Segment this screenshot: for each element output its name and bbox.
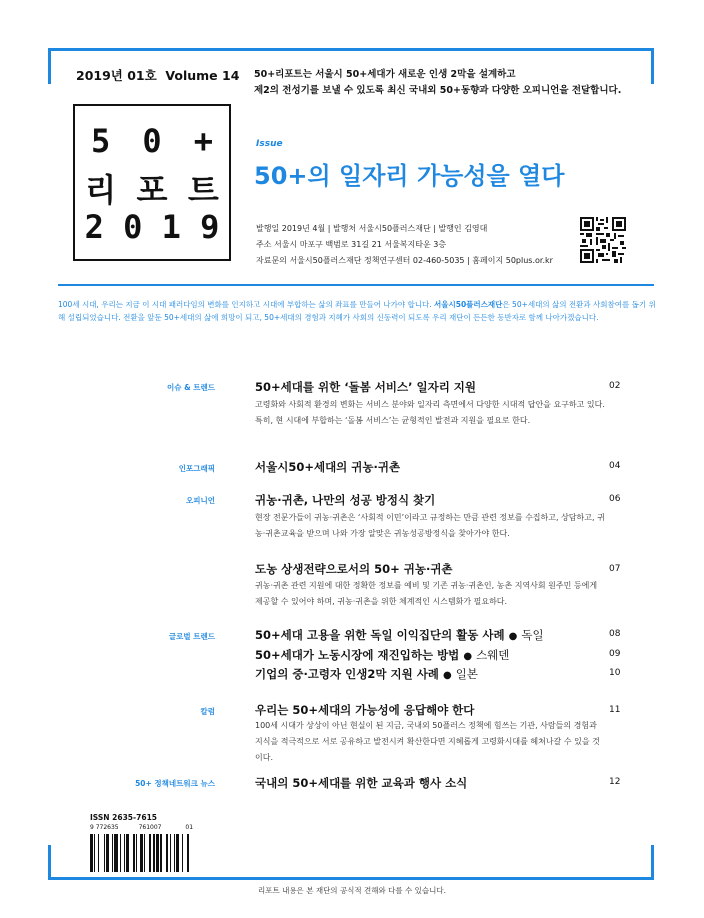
logo-char: 2 bbox=[84, 208, 104, 246]
toc-page-number: 12 bbox=[609, 777, 621, 787]
country-label: 일본 bbox=[455, 667, 478, 681]
barcode-bar bbox=[104, 834, 105, 872]
category-opinion: 오피니언 bbox=[186, 496, 215, 505]
frame-top-left-vertical bbox=[48, 48, 51, 84]
barcode-bar bbox=[136, 834, 137, 872]
toc-item-title[interactable] bbox=[255, 647, 509, 663]
bullet-icon: ● bbox=[508, 631, 518, 642]
barcode-bar bbox=[166, 834, 169, 872]
issue-title: 50+의 일자리 가능성을 열다 bbox=[254, 162, 565, 190]
header-description-line2: 제2의 전성기를 보낼 수 있도록 최신 국내외 50+동향과 다양한 오피니언을 전달합니다. bbox=[254, 85, 622, 96]
disclaimer-note: 리포트 내용은 본 재단의 공식적 견해와 다를 수 있습니다. bbox=[257, 886, 447, 895]
frame-bottom-right-vertical bbox=[651, 845, 654, 880]
issue-label: Issue bbox=[256, 139, 283, 149]
barcode-bar bbox=[176, 834, 179, 872]
toc-item-title[interactable]: 우리는 50+세대의 가능성에 응답해야 한다 bbox=[255, 703, 475, 717]
barcode-bar bbox=[90, 834, 93, 872]
country-label: 스웨덴 bbox=[476, 648, 510, 662]
toc-item-title-text: 50+세대가 노동시장에 재진입하는 방법 bbox=[255, 648, 460, 662]
barcode-bar bbox=[94, 834, 95, 872]
toc-item-title[interactable]: 도농 상생전략으로서의 50+ 귀농·귀촌 bbox=[255, 562, 453, 576]
barcode-bar bbox=[124, 834, 125, 872]
issue-volume-label: 2019년 01호 Volume 14 bbox=[76, 68, 240, 83]
barcode-digits-c: 01 bbox=[185, 824, 194, 831]
logo-char: 포 bbox=[136, 171, 168, 209]
toc-item-title[interactable] bbox=[255, 627, 544, 643]
barcode-digits-a: 9 772635 bbox=[90, 824, 119, 831]
intro-text: 100세 시대, 우리는 지금 이 시대 패러다임의 변화를 인지하고 시대에 부합하는 삶의 좌표를 만들어 나가야 합니다. bbox=[58, 300, 435, 309]
toc-page-number: 07 bbox=[609, 564, 621, 574]
barcode-bar bbox=[144, 834, 145, 872]
logo-char: 0 bbox=[142, 122, 162, 160]
barcode-bar bbox=[182, 834, 183, 872]
logo-char: 트 bbox=[187, 171, 219, 209]
intro-text: 은 50+세대의 삶의 전환과 사회참여를 돕기 위해 설립되었습니다. 전환을 앞둔 50+세대의 삶에 희망이 되고, 50+세대의 경험과 지혜가 사회의 신동력이 되도록 우리 재단이 든든한 동반자로 함께 나아가겠습니다. bbox=[58, 300, 656, 322]
logo-char: 0 bbox=[123, 208, 143, 246]
bullet-icon: ● bbox=[463, 651, 473, 662]
toc-page-number: 10 bbox=[609, 668, 621, 678]
logo-char: + bbox=[193, 122, 213, 160]
country-label: 독일 bbox=[521, 628, 544, 642]
barcode-bar bbox=[133, 834, 134, 872]
barcode-bar bbox=[170, 834, 171, 872]
toc-page-number: 06 bbox=[609, 494, 621, 504]
toc-item-description: 고령화와 사회적 환경의 변화는 서비스 분야와 일자리 측면에서 다양한 시대적 답안을 요구하고 있다. 특히, 현 시대에 부합하는 ‘돌봄 서비스’는 균형적인 발전과 지원을 필요로 한다. bbox=[255, 400, 605, 425]
publication-info-line2: 주소 서울시 마포구 백범로 31길 21 서울복지타운 3층 bbox=[256, 240, 447, 249]
issn-number: ISSN 2635-7615 bbox=[90, 813, 158, 822]
barcode-icon bbox=[90, 834, 220, 872]
report-logo bbox=[73, 104, 231, 261]
frame-mid-horizontal bbox=[58, 284, 654, 286]
barcode-digits bbox=[90, 824, 220, 831]
toc-item-title-text: 기업의 중·고령자 인생2막 지원 사례 bbox=[255, 667, 439, 681]
logo-char: 리 bbox=[85, 171, 117, 209]
toc-item-title[interactable] bbox=[255, 666, 478, 682]
barcode-bar bbox=[120, 834, 121, 872]
logo-char: 9 bbox=[200, 208, 220, 246]
frame-bottom-left-vertical bbox=[48, 845, 51, 880]
bullet-icon: ● bbox=[442, 670, 452, 681]
publication-info-line1: 발행일 2019년 4월 | 발행처 서울시50플러스재단 | 발행인 김영대 bbox=[256, 224, 488, 233]
barcode-bar bbox=[114, 834, 118, 872]
foundation-intro bbox=[58, 299, 658, 324]
barcode-bar bbox=[106, 834, 109, 872]
barcode-bar bbox=[160, 834, 161, 872]
toc-item-title[interactable]: 서울시50+세대의 귀농·귀촌 bbox=[255, 460, 401, 474]
toc-item-title[interactable]: 귀농·귀촌, 나만의 성공 방정식 찾기 bbox=[255, 493, 436, 507]
toc-page-number: 08 bbox=[609, 629, 621, 639]
frame-top-horizontal bbox=[48, 48, 654, 51]
frame-top-right-vertical bbox=[651, 48, 654, 84]
barcode-bar bbox=[126, 834, 129, 872]
qr-code-icon bbox=[580, 217, 626, 263]
category-policy-network-news: 50+ 정책네트워크 뉴스 bbox=[135, 779, 215, 788]
toc-item-title[interactable]: 50+세대를 위한 ‘돌봄 서비스’ 일자리 지원 bbox=[255, 380, 477, 394]
barcode-bar bbox=[149, 834, 150, 872]
logo-char: 1 bbox=[161, 208, 181, 246]
header-description-line1: 50+리포트는 서울시 50+세대가 새로운 인생 2막을 설계하고 bbox=[254, 69, 516, 80]
toc-item-description: 현장 전문가들이 귀농·귀촌은 ‘사회적 이민’이라고 규정하는 만큼 관련 정보를 수집하고, 상담하고, 귀농·귀촌교육을 받으며 나와 가장 알맞은 귀농성공방정식을 찾아가야 한다. bbox=[255, 513, 605, 538]
category-column: 칼럼 bbox=[200, 707, 215, 716]
toc-page-number: 11 bbox=[609, 705, 621, 715]
toc-item-title-text: 50+세대 고용을 위한 독일 이익집단의 활동 사례 bbox=[255, 628, 505, 642]
logo-char: 5 bbox=[91, 122, 111, 160]
barcode-bar bbox=[153, 834, 154, 872]
toc-item-title[interactable]: 국내의 50+세대를 위한 교육과 행사 소식 bbox=[255, 776, 468, 790]
barcode-bar bbox=[187, 834, 188, 872]
barcode-bar bbox=[174, 834, 175, 872]
toc-page-number: 04 bbox=[609, 461, 621, 471]
category-issue-trend: 이슈 & 트렌드 bbox=[167, 383, 215, 392]
category-global-trend: 글로벌 트렌드 bbox=[168, 632, 215, 641]
barcode-bar bbox=[140, 834, 143, 872]
toc-item-description: 귀농·귀촌 관련 지원에 대한 정확한 정보를 예비 및 기존 귀농·귀촌인, 농촌 지역사회 원주민 등에게 제공할 수 있어야 하며, 귀농·귀촌을 위한 체계적인 시스템화가 필요하다. bbox=[255, 581, 598, 606]
barcode-bar bbox=[112, 834, 113, 872]
intro-foundation-name: 서울시50플러스재단 bbox=[434, 300, 503, 309]
publication-info-line3: 자료문의 서울시50플러스재단 정책연구센터 02-460-5035 | 홈페이지 50plus.or.kr bbox=[256, 256, 553, 265]
toc-item-description: 100세 시대가 상상이 아닌 현실이 된 지금, 국내외 50플러스 정책에 힘쓰는 기관, 사람들의 경험과 지식을 적극적으로 서로 공유하고 발전시켜 확산한다면 지혜롭게 고령화시대를 헤쳐나갈 수 있을 것이다. bbox=[255, 721, 600, 762]
barcode-bar bbox=[98, 834, 99, 872]
toc-page-number: 09 bbox=[609, 649, 621, 659]
barcode-bar bbox=[156, 834, 159, 872]
category-infographic: 인포그래픽 bbox=[178, 464, 215, 473]
barcode-digits-b: 761007 bbox=[138, 824, 162, 831]
toc-page-number: 02 bbox=[609, 381, 621, 391]
frame-bottom-horizontal bbox=[48, 877, 654, 880]
